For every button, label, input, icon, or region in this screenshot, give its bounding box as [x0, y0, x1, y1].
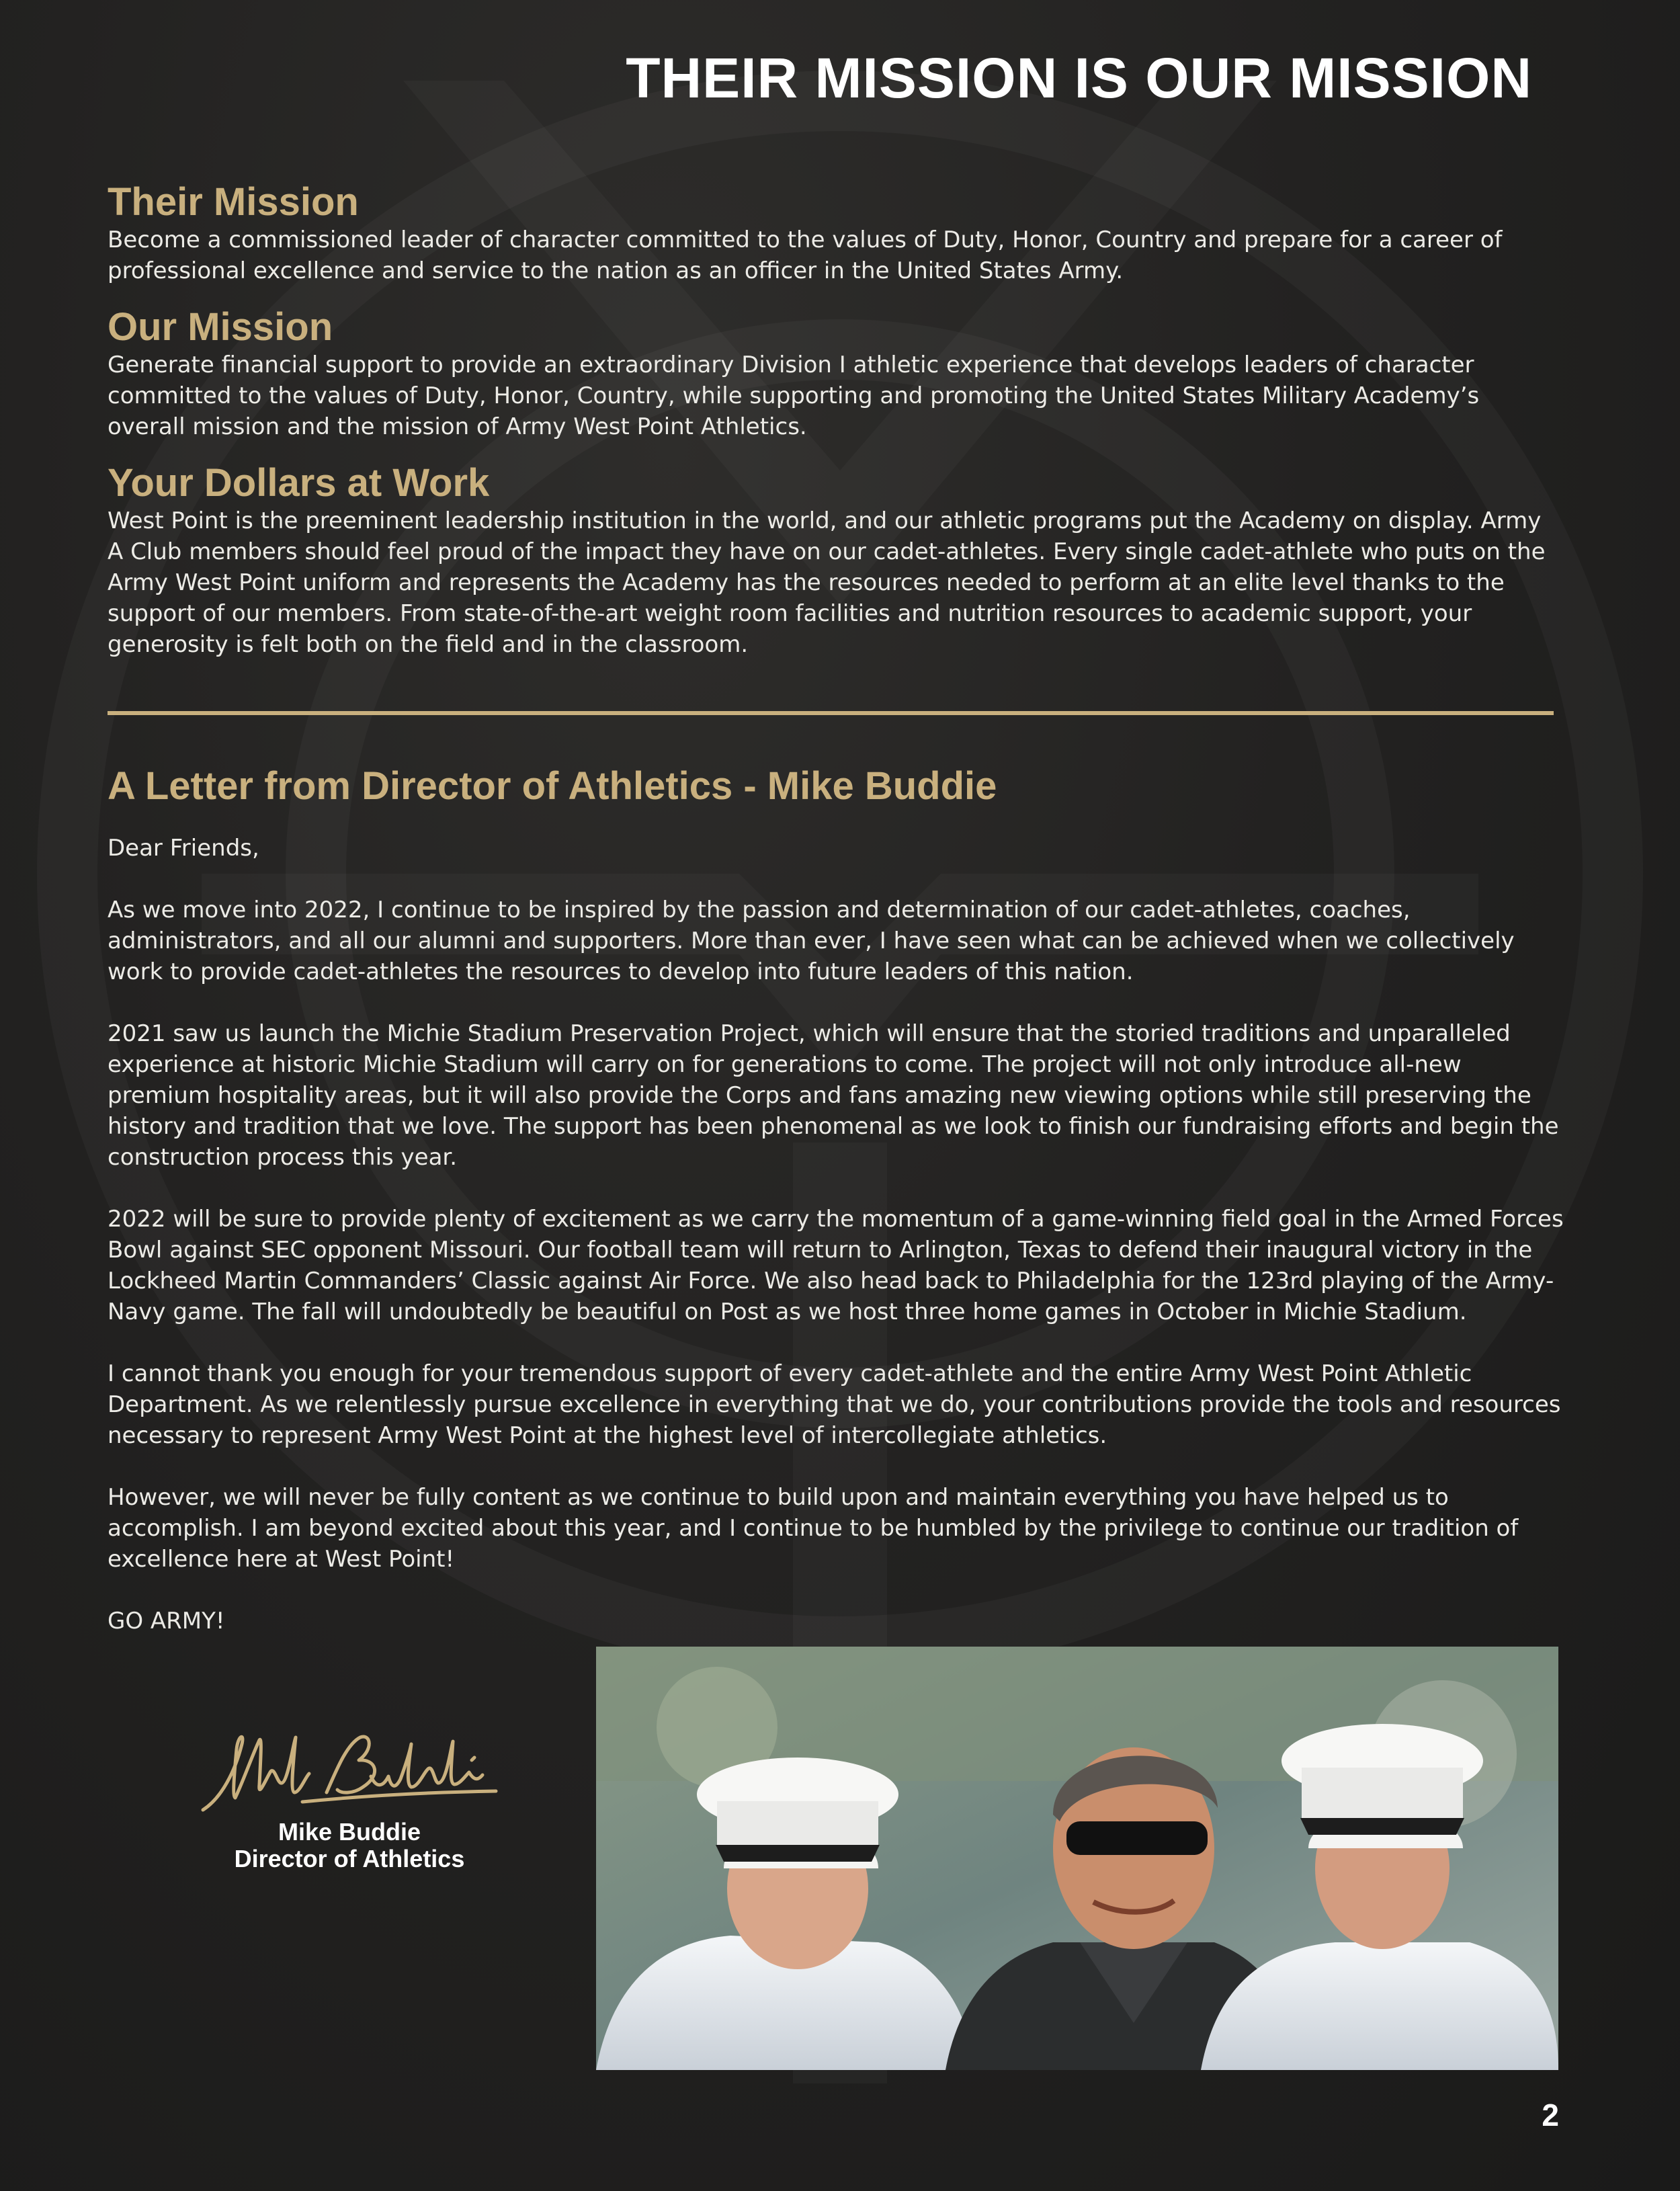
letter-paragraph: I cannot thank you enough for your tremendous support of every cadet-athlete and the entire Army West Point Athletic Department. As we relentlessly pursue excellence in everything that we do, your contributions provide the tools and resources necessary to represent Army West Point at the highest level of intercollegiate athletics.	[108, 1360, 1561, 1449]
signer-title: Director of Athletics	[234, 1845, 465, 1872]
section-heading-their-mission: Their Mission	[108, 180, 359, 224]
handwritten-signature	[195, 1717, 504, 1818]
letter-paragraph: 2021 saw us launch the Michie Stadium Preservation Project, which will ensure that the storied traditions and unparalleled experience at historic Michie Stadium will carry on for generations to come. The project will not only introduce all-new premium hospitality areas, but it will also provide the Corps and fans amazing new viewing options while still preserving the history and tradition that we love. The support has been phenomenal as we look to finish our fundraising efforts and begin the construction process this year.	[108, 1020, 1559, 1171]
letter-heading: A Letter from Director of Athletics - Mike Buddie	[108, 764, 997, 808]
mission-sections	[108, 180, 1559, 679]
signature-block	[175, 1717, 524, 1872]
section-heading-dollars-at-work: Your Dollars at Work	[108, 461, 490, 505]
signer-name: Mike Buddie	[278, 1818, 421, 1846]
page-title: THEIR MISSION IS OUR MISSION	[626, 46, 1532, 110]
letter-paragraph: As we move into 2022, I continue to be inspired by the passion and determination of our cadet-athletes, coaches, administrators, and all our alumni and supporters. More than ever, I have seen what can be achieved when we collectively work to provide cadet-athletes the resources to develop into future leaders of this nation.	[108, 897, 1515, 985]
letter-closing: GO ARMY!	[108, 1608, 225, 1635]
director-with-cadets-photo	[596, 1647, 1558, 2070]
page-number: 2	[1542, 2098, 1559, 2133]
section-body-their-mission: Become a commissioned leader of character committed to the values of Duty, Honor, Country and prepare for a career of professional excellence and service to the nation as an officer in the United States Army.	[108, 226, 1503, 284]
section-body-dollars-at-work: West Point is the preeminent leadership institution in the world, and our athletic programs put the Academy on display. Army A Club members should feel proud of the impact they have on our cadet-athletes. Every single cadet-athlete who puts on the Army West Point uniform and represents the Academy has the resources needed to perform at an elite level thanks to the support of our members. From state-of-the-art weight room facilities and nutrition resources to academic support, your generosity is felt both on the field and in the classroom.	[108, 507, 1546, 658]
section-divider	[108, 711, 1554, 715]
letter-paragraph: However, we will never be fully content as we continue to build upon and maintain everything you have helped us to accomplish. I am beyond excited about this year, and I continue to be humbled by the privilege to continue our tradition of excellence here at West Point!	[108, 1484, 1519, 1573]
letter-paragraph: 2022 will be sure to provide plenty of excitement as we carry the momentum of a game-winning field goal in the Armed Forces Bowl against SEC opponent Missouri. Our football team will return to Arlington, Texas to defend their inaugural victory in the Lockheed Martin Commanders’ Classic against Air Force. We also head back to Philadelphia for the 123rd playing of the Army-Navy game. The fall will undoubtedly be beautiful on Post as we host three home games in October in Michie Stadium.	[108, 1206, 1564, 1325]
section-body-our-mission: Generate financial support to provide an extraordinary Division I athletic experience that develops leaders of character committed to the values of Duty, Honor, Country, while supporting and promoting the United States Military Academy’s overall mission and the mission of Army West Point Athletics.	[108, 352, 1480, 440]
letter-greeting: Dear Friends,	[108, 835, 259, 862]
section-heading-our-mission: Our Mission	[108, 305, 333, 349]
director-letter	[108, 763, 1566, 1667]
photo-illustration	[596, 1647, 1558, 2070]
